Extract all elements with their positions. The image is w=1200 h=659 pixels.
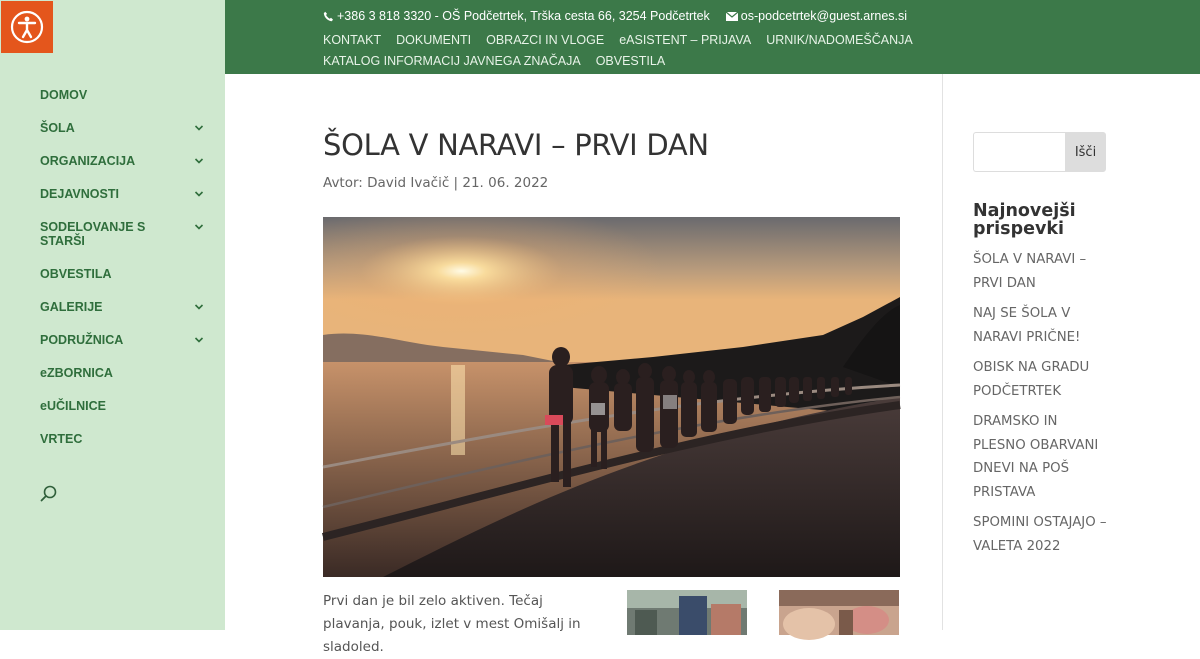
nav-item[interactable] (40, 220, 210, 248)
nav-item-label: GALERIJE (40, 300, 103, 314)
chevron-down-icon[interactable] (194, 156, 204, 166)
top-menu-item[interactable]: KATALOG INFORMACIJ JAVNEGA ZNAČAJA (323, 54, 581, 68)
recent-post-link[interactable]: SPOMINI OSTAJAJO – VALETA 2022 (973, 515, 1107, 554)
nav-item-label: PODRUŽNICA (40, 333, 124, 347)
gallery-thumbnail[interactable] (627, 590, 747, 635)
gallery-thumbnail[interactable] (779, 590, 899, 635)
chevron-down-icon[interactable] (194, 222, 204, 232)
post-title: ŠOLA V NARAVI – PRVI DAN (323, 128, 709, 162)
main-navigation (40, 88, 210, 465)
chevron-down-icon[interactable] (194, 189, 204, 199)
top-menu-item[interactable]: KONTAKT (323, 33, 382, 47)
top-header (225, 0, 1200, 74)
email-text[interactable]: os-podcetrtek@guest.arnes.si (740, 9, 908, 23)
post-meta: Avtor: David Ivačič | 21. 06. 2022 (323, 175, 549, 191)
nav-item-label: DEJAVNOSTI (40, 187, 119, 201)
chevron-down-icon[interactable] (194, 123, 204, 133)
recent-post-link[interactable]: DRAMSKO IN PLESNO OBARVANI DNEVI NA POŠ PRISTAVA (973, 414, 1099, 500)
left-sidebar (0, 0, 225, 630)
nav-item[interactable] (40, 267, 210, 281)
search-button[interactable]: Išči (1065, 132, 1106, 172)
nav-item[interactable] (40, 88, 210, 102)
search-widget (973, 132, 1106, 172)
top-menu-item[interactable]: OBRAZCI IN VLOGE (486, 33, 605, 47)
top-menu-item[interactable]: eASISTENT – PRIJAVA (619, 33, 752, 47)
nav-item[interactable] (40, 333, 210, 347)
accessibility-button[interactable] (1, 1, 53, 53)
recent-posts-list (973, 248, 1108, 565)
phone-address-text: +386 3 818 3320 - OŠ Podčetrtek, Trška cesta 66, 3254 Podčetrtek (337, 9, 710, 23)
search-input[interactable] (973, 132, 1065, 172)
nav-item-label: eZBORNICA (40, 366, 113, 380)
nav-item[interactable] (40, 300, 210, 314)
nav-item[interactable] (40, 399, 210, 413)
nav-item[interactable] (40, 366, 210, 380)
email-link[interactable] (726, 9, 907, 23)
contact-line (323, 9, 907, 23)
nav-item[interactable] (40, 432, 210, 446)
recent-post-link[interactable]: ŠOLA V NARAVI – PRVI DAN (973, 252, 1087, 291)
recent-posts-heading: Najnovejši prispevki (973, 201, 1076, 239)
nav-item-label: SODELOVANJE S STARŠI (40, 220, 146, 248)
chevron-down-icon[interactable] (194, 335, 204, 345)
nav-item-label: VRTEC (40, 432, 83, 446)
nav-item[interactable] (40, 154, 210, 168)
featured-image[interactable] (323, 217, 900, 577)
nav-item-label: ORGANIZACIJA (40, 154, 136, 168)
top-menu-item[interactable]: URNIK/NADOMEŠČANJA (766, 33, 913, 47)
top-menu-item[interactable]: OBVESTILA (595, 54, 666, 68)
nav-item[interactable] (40, 121, 210, 135)
nav-item[interactable] (40, 187, 210, 201)
envelope-icon (726, 12, 738, 21)
chevron-down-icon[interactable] (194, 302, 204, 312)
post-intro: Prvi dan je bil zelo aktiven. Tečaj plavanja, pouk, izlet v mest Omišalj in sladoled. (323, 593, 581, 655)
sidebar-divider (942, 74, 943, 630)
phone-icon (323, 11, 334, 22)
nav-item-label: DOMOV (40, 88, 88, 102)
nav-item-label: eUČILNICE (40, 399, 106, 413)
recent-post-link[interactable]: NAJ SE ŠOLA V NARAVI PRIČNE! (973, 306, 1081, 345)
nav-item-label: ŠOLA (40, 121, 75, 135)
secondary-menu (323, 30, 963, 72)
recent-post-link[interactable]: OBISK NA GRADU PODČETRTEK (973, 360, 1090, 399)
search-icon[interactable] (39, 484, 59, 504)
top-menu-item[interactable]: DOKUMENTI (396, 33, 472, 47)
accessibility-icon (10, 10, 44, 44)
nav-item-label: OBVESTILA (40, 267, 112, 281)
